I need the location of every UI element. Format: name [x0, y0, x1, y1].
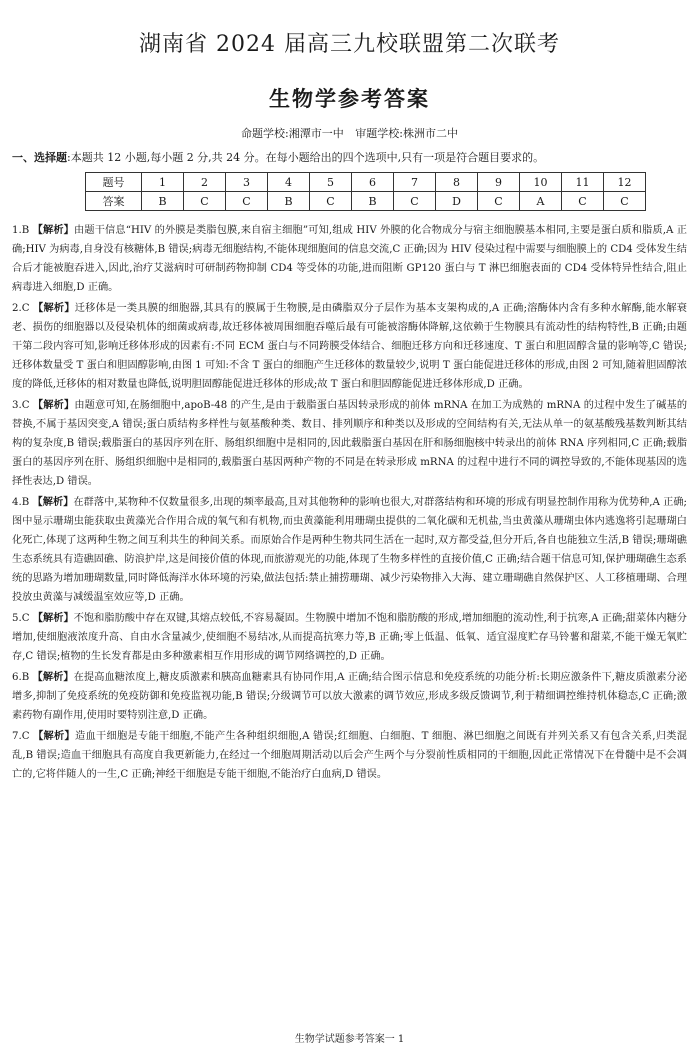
question-number: 12 [604, 173, 646, 192]
answer-cell: D [436, 192, 478, 211]
analysis-tag: 【解析】 [32, 671, 74, 683]
section-heading [12, 150, 687, 166]
explanation-text: 造血干细胞是专能干细胞,不能产生各种组织细胞,A 错误;红细胞、白细胞、T 细胞、淋巴细胞之间既有并列关系又有包含关系,归类混乱,B 错误;造血干细胞具有高度自我更新能力,在经过一个细胞周期活动以后会产生两个与分裂前性质相同的干细胞,因此正常情况下在骨髓中是不会凋亡的,它将伴随人的一生,C 正确;神经干细胞是专能干细胞,不能治疗白血病,D 错误。 [12, 731, 687, 780]
answer-cell: C [226, 192, 268, 211]
explanations-list [12, 221, 687, 784]
analysis-tag: 【解析】 [32, 399, 75, 411]
question-number: 2 [184, 173, 226, 192]
answer-table [85, 172, 646, 211]
page-title: 湖南省 2024 届高三九校联盟第二次联考 [139, 32, 560, 57]
question-number: 9 [478, 173, 520, 192]
reviewer-school: 审题学校:株洲市二中 [355, 127, 458, 140]
item-number: 3.C [12, 400, 30, 411]
answer-cell: C [562, 192, 604, 211]
question-number: 8 [436, 173, 478, 192]
answer-cell: C [310, 192, 352, 211]
explanation-text: 不饱和脂肪酸中存在双键,其熔点较低,不容易凝固。生物膜中增加不饱和脂肪酸的形成,增加细胞的流动性,利于抗寒,A 正确;甜菜体内糖分增加,使细胞液浓度升高、自由水含量减少,使细胞不易结冰,从而提高抗寒力等,B 正确;零上低温、低氧、适宜湿度贮存马铃薯和甜菜,不能干燥无氧贮存,C 错误;植物的生长发育都是由多种激素相互作用形成的调节网络调控的,D 正确。 [12, 613, 687, 662]
analysis-tag: 【解析】 [33, 302, 75, 314]
item-number: 4.B [12, 497, 30, 508]
question-number: 3 [226, 173, 268, 192]
question-number: 4 [268, 173, 310, 192]
answer-table-number-row [86, 173, 646, 192]
organizer-line [12, 126, 687, 142]
answer-cell: C [604, 192, 646, 211]
answer-cell: B [142, 192, 184, 211]
answer-cell: B [352, 192, 394, 211]
answer-cell: B [268, 192, 310, 211]
question-number: 11 [562, 173, 604, 192]
analysis-tag: 【解析】 [32, 496, 74, 508]
explanation-item [12, 727, 687, 784]
page-footer: 生物学试题参考答案一 1 [294, 1034, 405, 1045]
analysis-tag: 【解析】 [32, 612, 74, 624]
item-number: 5.C [12, 613, 30, 624]
item-number: 1.B [12, 225, 30, 236]
question-number: 1 [142, 173, 184, 192]
explanation-item [12, 221, 687, 297]
answer-table-answer-row [86, 192, 646, 211]
item-number: 2.C [12, 303, 30, 314]
question-number: 7 [394, 173, 436, 192]
explanation-item [12, 299, 687, 394]
explanation-item [12, 493, 687, 607]
section-instruction: :本题共 12 小题,每小题 2 分,共 24 分。在每小题给出的四个选项中,只有一项是符合题目要求的。 [67, 151, 545, 164]
table-header-number: 题号 [86, 173, 142, 192]
question-number: 6 [352, 173, 394, 192]
analysis-tag: 【解析】 [32, 224, 75, 236]
answer-cell: A [520, 192, 562, 211]
explanation-text: 由题意可知,在肠细胞中,apoB-48 的产生,是由于载脂蛋白基因转录形成的前体 mRNA 在加工为成熟的 mRNA 的过程中发生了碱基的替换,不属于基因突变,A 错误;蛋白质结构多样性与氨基酸种类、数目、排列顺序和种类以及形成的空间结构有关,无法从单一的氨基酸残基数判断其结构的复杂度,B 错误;载脂蛋白的基因序列在肝、肠组织细胞中是相同的,因此载脂蛋白基因在肝和肠细胞核中转录出的前体 RNA 序列相同,C 正确;载脂蛋白的基因序列在肝、肠组织细胞中是相同的,载脂蛋白基因两种产物的不同是在转录形成 mRNA 的过程中进行不同的调控导致的,不能体现基因的选择性表达,D 错误。 [12, 400, 687, 487]
item-number: 7.C [12, 731, 30, 742]
analysis-tag: 【解析】 [33, 730, 76, 742]
explanation-text: 在提高血糖浓度上,糖皮质激素和胰高血糖素具有协同作用,A 正确;结合图示信息和免疫系统的功能分析:长期应激条件下,糖皮质激素分泌增多,抑制了免疫系统的免疫防御和免疫监视功能,B 错误;分级调节可以放大激素的调节效应,形成多级反馈调节,利于精细调控维持机体稳态,C 正确;激素药物有副作用,使用时要特别注意,D 正确。 [12, 672, 687, 721]
item-number: 6.B [12, 672, 30, 683]
explanation-item [12, 609, 687, 666]
proposer-school: 命题学校:湘潭市一中 [241, 127, 344, 140]
explanation-item [12, 396, 687, 491]
section-title: 一、选择题 [12, 151, 67, 164]
explanation-text: 在群落中,某物种不仅数量很多,出现的频率最高,且对其他物种的影响也很大,对群落结构和环境的形成有明显控制作用称为优势种,A 正确;图中显示珊瑚虫能获取虫黄藻光合作用合成的氧气和有机物,而虫黄藻能利用珊瑚虫提供的二氧化碳和无机盐,当虫黄藻从珊瑚虫体内逃逸将引起珊瑚白化死亡,体现了这两种生物之间互利共生的种间关系。而原始合作是两种生物共同生活在一起时,双方都受益,但分开后,各自也能独立生活,B 错误;珊瑚礁生态系统具有造礁固礁、防浪护岸,这是间接价值的体现,而旅游观光的功能,体现了生物多样性的直接价值,C 正确;结合题干信息可知,保护珊瑚礁生态系统的思路为增加珊瑚数量,同时降低海洋水体环境的污染,做法包括:禁止捕捞珊瑚、减少污染物排入大海、建立珊瑚礁自然保护区、人工移植珊瑚、合理投放虫黄藻与减缓温室效应等,D 正确。 [12, 497, 687, 603]
explanation-text: 迁移体是一类具膜的细胞器,其具有的膜属于生物膜,是由磷脂双分子层作为基本支架构成的,A 正确;溶酶体内含有多种水解酶,能水解衰老、损伤的细胞器以及侵染机体的细菌或病毒,故迁移体被周围细胞吞噬后最有可能被溶酶体降解,这依赖于生物膜具有流动性的结构特性,B 正确;由题干第二段内容可知,影响迁移体形成的因素有:不同 ECM 蛋白与不同跨膜受体结合、细胞迁移方向和迁移速度、T 蛋白和胆固醇含量的影响等,C 错误;迁移体数量受 T 蛋白和胆固醇影响,由图 1 可知:不含 T 蛋白的细胞产生迁移体的数量较少,说明 T 蛋白能促进迁移体的形成,由图 2 可知,随着胆固醇浓度的降低,迁移体的相对数量也降低,说明胆固醇能促进迁移体的形成;故 T 蛋白和胆固醇能促进迁移体形成,D 正确。 [12, 303, 687, 390]
explanation-text: 由题干信息“HIV 的外膜是类脂包膜,来自宿主细胞”可知,组成 HIV 外膜的化合物成分与宿主细胞膜基本相同,主要是蛋白质和脂质,A 正确;HIV 为病毒,自身没有核糖体,B 错误;病毒无细胞结构,不能体现细胞间的信息交流,C 正确;因为 HIV 侵染过程中需要与细胞膜上的 CD4 受体发生结合后才能被胞吞进入,因此,治疗艾滋病时可研制药物抑制 CD4 等受体的功能,进而阻断 GP120 蛋白与 T 淋巴细胞表面的 CD4 受体特异性结合,阻止病毒进入细胞,D 正确。 [12, 225, 687, 293]
question-number: 5 [310, 173, 352, 192]
table-header-answer: 答案 [86, 192, 142, 211]
answer-cell: C [184, 192, 226, 211]
question-number: 10 [520, 173, 562, 192]
answer-cell: C [478, 192, 520, 211]
page-subtitle: 生物学参考答案 [269, 86, 430, 111]
answer-cell: C [394, 192, 436, 211]
explanation-item [12, 668, 687, 725]
